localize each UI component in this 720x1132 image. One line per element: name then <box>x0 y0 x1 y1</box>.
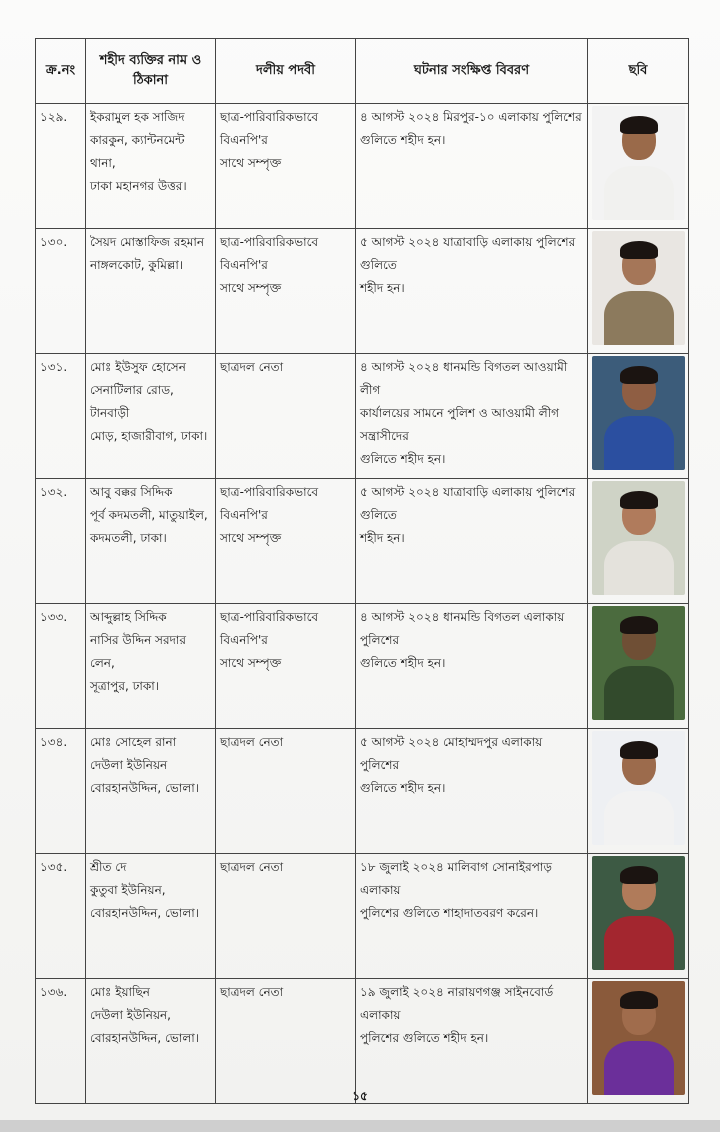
portrait-hair <box>620 116 658 134</box>
portrait-photo <box>592 481 685 595</box>
portrait-hair <box>620 741 658 759</box>
portrait-hair <box>620 491 658 509</box>
portrait-body <box>604 791 674 845</box>
portrait-photo <box>592 231 685 345</box>
photo-cell <box>588 479 689 604</box>
position-cell: ছাত্রদল নেতা <box>216 354 356 479</box>
description-cell: ৪ আগস্ট ২০২৪ মিরপুর-১০ এলাকায় পুলিশের গুলিতে শহীদ হন। <box>356 104 588 229</box>
portrait-photo <box>592 606 685 720</box>
position-cell: ছাত্র-পারিবারিকভাবে বিএনপি'র সাথে সম্পৃক্ত <box>216 104 356 229</box>
photo-cell <box>588 979 689 1104</box>
portrait-photo <box>592 981 685 1095</box>
portrait-photo <box>592 106 685 220</box>
header-serial: ক্র.নং <box>36 39 86 104</box>
photo-cell <box>588 354 689 479</box>
description-cell: ৫ আগস্ট ২০২৪ যাত্রাবাড়ি এলাকায় পুলিশের গুলিতে শহীদ হন। <box>356 479 588 604</box>
name-address-cell: মোঃ সোহেল রানা দেউলা ইউনিয়ন বোরহানউদ্দিন, ভোলা। <box>86 729 216 854</box>
description-cell: ৪ আগস্ট ২০২৪ ধানমন্ডি বিগতল এলাকায় পুলিশের গুলিতে শহীদ হন। <box>356 604 588 729</box>
description-cell: ৪ আগস্ট ২০২৪ ধানমন্ডি বিগতল আওয়ামী লীগ কার্যালয়ের সামনে পুলিশ ও আওয়ামী লীগ সন্ত্রাসীদের গুলিতে শহীদ হন। <box>356 354 588 479</box>
table-row <box>36 979 689 1104</box>
portrait-body <box>604 416 674 470</box>
portrait-body <box>604 166 674 220</box>
photo-cell <box>588 854 689 979</box>
name-address-cell: মোঃ ইউসুফ হোসেন সেনাটিলার রোড, টানবাড়ী মোড়, হাজারীবাগ, ঢাকা। <box>86 354 216 479</box>
serial-cell: ১৩৫. <box>36 854 86 979</box>
portrait-hair <box>620 616 658 634</box>
description-cell: ১৯ জুলাই ২০২৪ নারায়ণগঞ্জ সাইনবোর্ড এলাকায় পুলিশের গুলিতে শহীদ হন। <box>356 979 588 1104</box>
portrait-hair <box>620 866 658 884</box>
table-body <box>36 104 689 1104</box>
portrait-photo <box>592 356 685 470</box>
name-address-cell: ইকরামুল হক সাজিদ কারকুন, ক্যান্টনমেন্ট থানা, ঢাকা মহানগর উত্তর। <box>86 104 216 229</box>
portrait-body <box>604 291 674 345</box>
table-row <box>36 479 689 604</box>
serial-cell: ১৩০. <box>36 229 86 354</box>
description-cell: ৫ আগস্ট ২০২৪ যাত্রাবাড়ি এলাকায় পুলিশের গুলিতে শহীদ হন। <box>356 229 588 354</box>
portrait-hair <box>620 366 658 384</box>
header-photo: ছবি <box>588 39 689 104</box>
portrait-photo <box>592 856 685 970</box>
name-address-cell: মোঃ ইয়াছিন দেউলা ইউনিয়ন, বোরহানউদ্দিন, ভোলা। <box>86 979 216 1104</box>
table-row <box>36 354 689 479</box>
serial-cell: ১৩৬. <box>36 979 86 1104</box>
table-header-row <box>36 39 689 104</box>
serial-cell: ১৩৩. <box>36 604 86 729</box>
portrait-hair <box>620 991 658 1009</box>
serial-cell: ১৩১. <box>36 354 86 479</box>
name-address-cell: শ্রীত দে কুতুবা ইউনিয়ন, বোরহানউদ্দিন, ভোলা। <box>86 854 216 979</box>
table-row <box>36 854 689 979</box>
position-cell: ছাত্র-পারিবারিকভাবে বিএনপি'র সাথে সম্পৃক্ত <box>216 229 356 354</box>
portrait-hair <box>620 241 658 259</box>
serial-cell: ১৩২. <box>36 479 86 604</box>
description-cell: ৫ আগস্ট ২০২৪ মোহাম্মদপুর এলাকায় পুলিশের গুলিতে শহীদ হন। <box>356 729 588 854</box>
name-address-cell: সৈয়দ মোস্তাফিজ রহমান নাঙ্গলকোট, কুমিল্লা। <box>86 229 216 354</box>
portrait-body <box>604 541 674 595</box>
photo-cell <box>588 104 689 229</box>
serial-cell: ১৩৪. <box>36 729 86 854</box>
table-row <box>36 729 689 854</box>
portrait-body <box>604 666 674 720</box>
serial-cell: ১২৯. <box>36 104 86 229</box>
portrait-body <box>604 916 674 970</box>
bottom-shadow <box>0 1120 720 1132</box>
header-position: দলীয় পদবী <box>216 39 356 104</box>
header-name: শহীদ ব্যক্তির নাম ও ঠিকানা <box>86 39 216 104</box>
name-address-cell: আব্দুল্লাহ সিদ্দিক নাসির উদ্দিন সরদার লেন, সূত্রাপুর, ঢাকা। <box>86 604 216 729</box>
martyrs-table <box>35 38 689 1104</box>
table-row <box>36 229 689 354</box>
name-address-cell: আবু বক্কর সিদ্দিক পূর্ব কদমতলী, মাতুয়াইল, কদমতলী, ঢাকা। <box>86 479 216 604</box>
portrait-photo <box>592 731 685 845</box>
photo-cell <box>588 229 689 354</box>
position-cell: ছাত্র-পারিবারিকভাবে বিএনপি'র সাথে সম্পৃক্ত <box>216 604 356 729</box>
table-row <box>36 104 689 229</box>
position-cell: ছাত্রদল নেতা <box>216 729 356 854</box>
position-cell: ছাত্রদল নেতা <box>216 979 356 1104</box>
photo-cell <box>588 604 689 729</box>
header-description: ঘটনার সংক্ষিপ্ত বিবরণ <box>356 39 588 104</box>
position-cell: ছাত্র-পারিবারিকভাবে বিএনপি'র সাথে সম্পৃক্ত <box>216 479 356 604</box>
photo-cell <box>588 729 689 854</box>
position-cell: ছাত্রদল নেতা <box>216 854 356 979</box>
page-number: ১৫ <box>352 1089 368 1103</box>
portrait-body <box>604 1041 674 1095</box>
description-cell: ১৮ জুলাই ২০২৪ মালিবাগ সোনাইরপাড় এলাকায় পুলিশের গুলিতে শাহাদাতবরণ করেন। <box>356 854 588 979</box>
table-row <box>36 604 689 729</box>
